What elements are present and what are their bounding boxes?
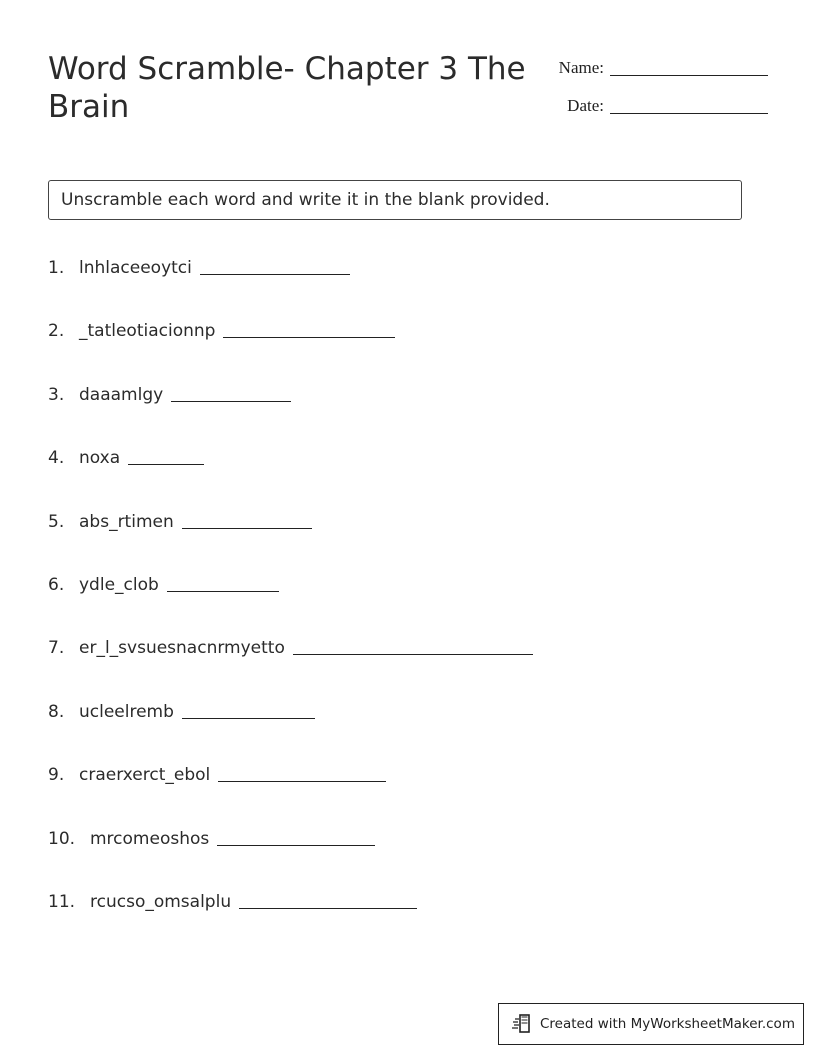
item-number: 4. — [48, 448, 65, 469]
list-item — [48, 829, 533, 892]
date-blank[interactable] — [610, 113, 768, 114]
page-title: Word Scramble- Chapter 3 The Brain — [48, 51, 526, 125]
item-number: 6. — [48, 574, 65, 595]
instructions-text: Unscramble each word and write it in the blank provided. — [61, 190, 550, 210]
answer-blank[interactable] — [171, 401, 291, 402]
worksheet-maker-logo-icon — [511, 1013, 533, 1035]
scrambled-word: mrcomeoshos — [90, 828, 210, 849]
item-number: 11. — [48, 891, 76, 912]
item-number: 2. — [48, 321, 65, 342]
list-item — [48, 385, 533, 448]
scrambled-word: noxa — [79, 448, 121, 469]
answer-blank[interactable] — [167, 591, 279, 592]
list-item — [48, 448, 533, 511]
name-row — [528, 52, 768, 78]
date-row — [528, 90, 768, 116]
list-item — [48, 892, 533, 955]
scrambled-word: daaamlgy — [79, 384, 164, 405]
footer-text: Created with MyWorksheetMaker.com — [540, 1016, 795, 1032]
footer-credit[interactable] — [498, 1003, 804, 1045]
list-item — [48, 638, 533, 701]
scrambled-word: er_l_svsuesnacnrmyetto — [79, 638, 285, 659]
answer-blank[interactable] — [128, 464, 204, 465]
scrambled-word: abs_rtimen — [79, 511, 174, 532]
item-number: 1. — [48, 258, 65, 278]
item-number: 3. — [48, 384, 65, 405]
list-item — [48, 575, 533, 638]
answer-blank[interactable] — [200, 274, 350, 275]
scrambled-word: craerxerct_ebol — [79, 765, 211, 786]
scrambled-word: ydle_clob — [79, 574, 159, 595]
answer-blank[interactable] — [239, 908, 417, 909]
item-number: 5. — [48, 511, 65, 532]
list-item — [48, 512, 533, 575]
list-item — [48, 321, 533, 384]
word-list — [48, 258, 533, 955]
name-blank[interactable] — [610, 75, 768, 76]
student-info — [528, 52, 768, 128]
answer-blank[interactable] — [223, 337, 395, 338]
item-number: 7. — [48, 638, 65, 659]
answer-blank[interactable] — [182, 718, 315, 719]
answer-blank[interactable] — [182, 528, 312, 529]
list-item — [48, 765, 533, 828]
list-item — [48, 258, 533, 321]
answer-blank[interactable] — [293, 654, 533, 655]
scrambled-word: lnhlaceeoytci — [79, 258, 192, 278]
item-number: 10. — [48, 828, 76, 849]
item-number: 8. — [48, 701, 65, 722]
item-number: 9. — [48, 765, 65, 786]
scrambled-word: _tatleotiacionnp — [79, 321, 216, 342]
answer-blank[interactable] — [217, 845, 375, 846]
instructions-box — [48, 180, 742, 220]
scrambled-word: ucleelremb — [79, 701, 174, 722]
answer-blank[interactable] — [218, 781, 386, 782]
scrambled-word: rcucso_omsalplu — [90, 891, 232, 912]
list-item — [48, 702, 533, 765]
name-label: Name: — [558, 58, 604, 77]
date-label: Date: — [567, 96, 604, 115]
